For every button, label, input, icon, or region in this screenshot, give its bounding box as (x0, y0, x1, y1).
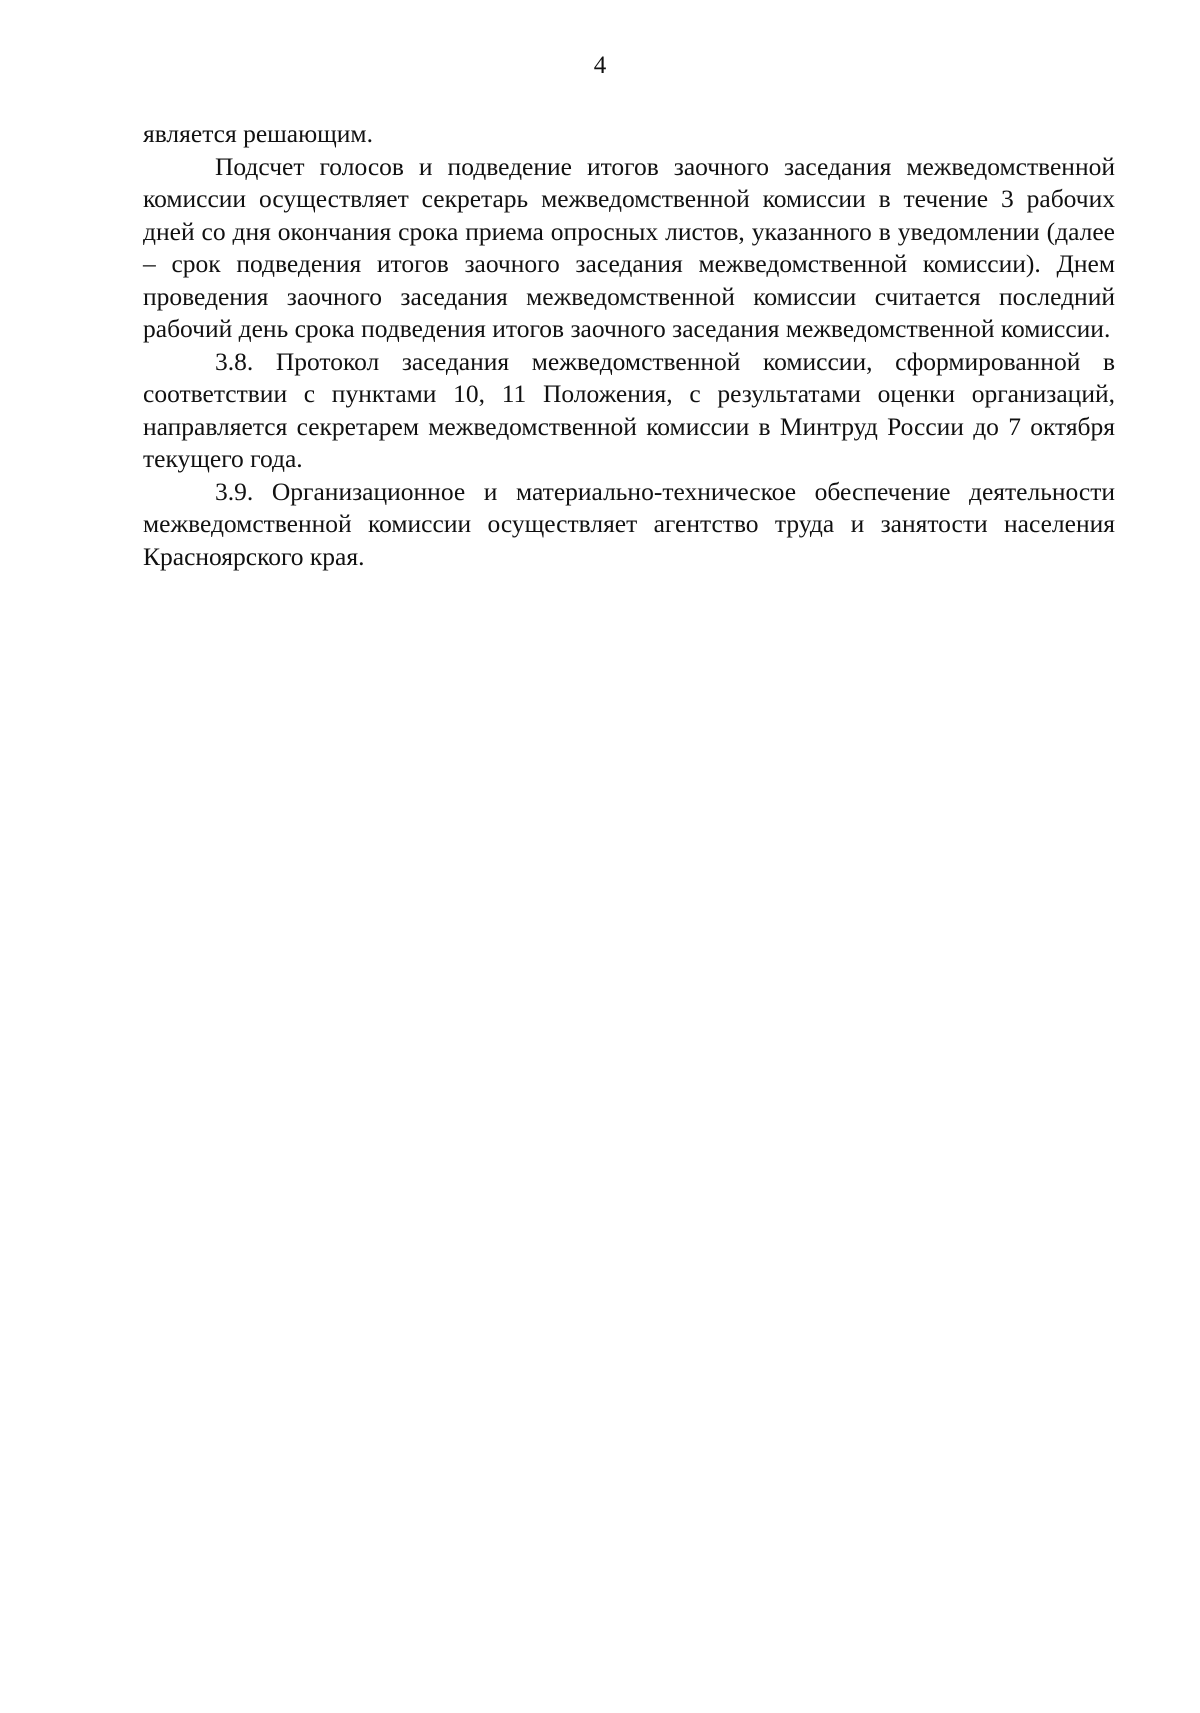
paragraph-3-8-protocol: 3.8. Протокол заседания межведомственной комиссии, сформированной в соответствии с пунктами 10, 11 Положения, с результатами оценки организаций, направляется секретарем межведомственной комиссии в Минтруд России до 7 октября текущего года. (143, 346, 1115, 473)
paragraph-continuation: является решающим. (143, 119, 373, 148)
document-body (143, 118, 1115, 573)
paragraph-vote-counting: Подсчет голосов и подведение итогов заочного заседания межведомственной комиссии осуществляет секретарь межведомственной комиссии в течение 3 рабочих дней со дня окончания срока приема опросных листов, указанного в уведомлении (далее – срок подведения итогов заочного заседания межведомственной комиссии). Днем проведения заочного заседания межведомственной комиссии считается последний рабочий день срока подведения итогов заочного заседания межведомственной комиссии. (143, 151, 1115, 343)
page-number: 4 (593, 52, 607, 79)
paragraph-3-9-support: 3.9. Организационное и материально-техническое обеспечение деятельности межведомственной комиссии осуществляет агентство труда и занятости населения Красноярского края. (143, 476, 1115, 571)
